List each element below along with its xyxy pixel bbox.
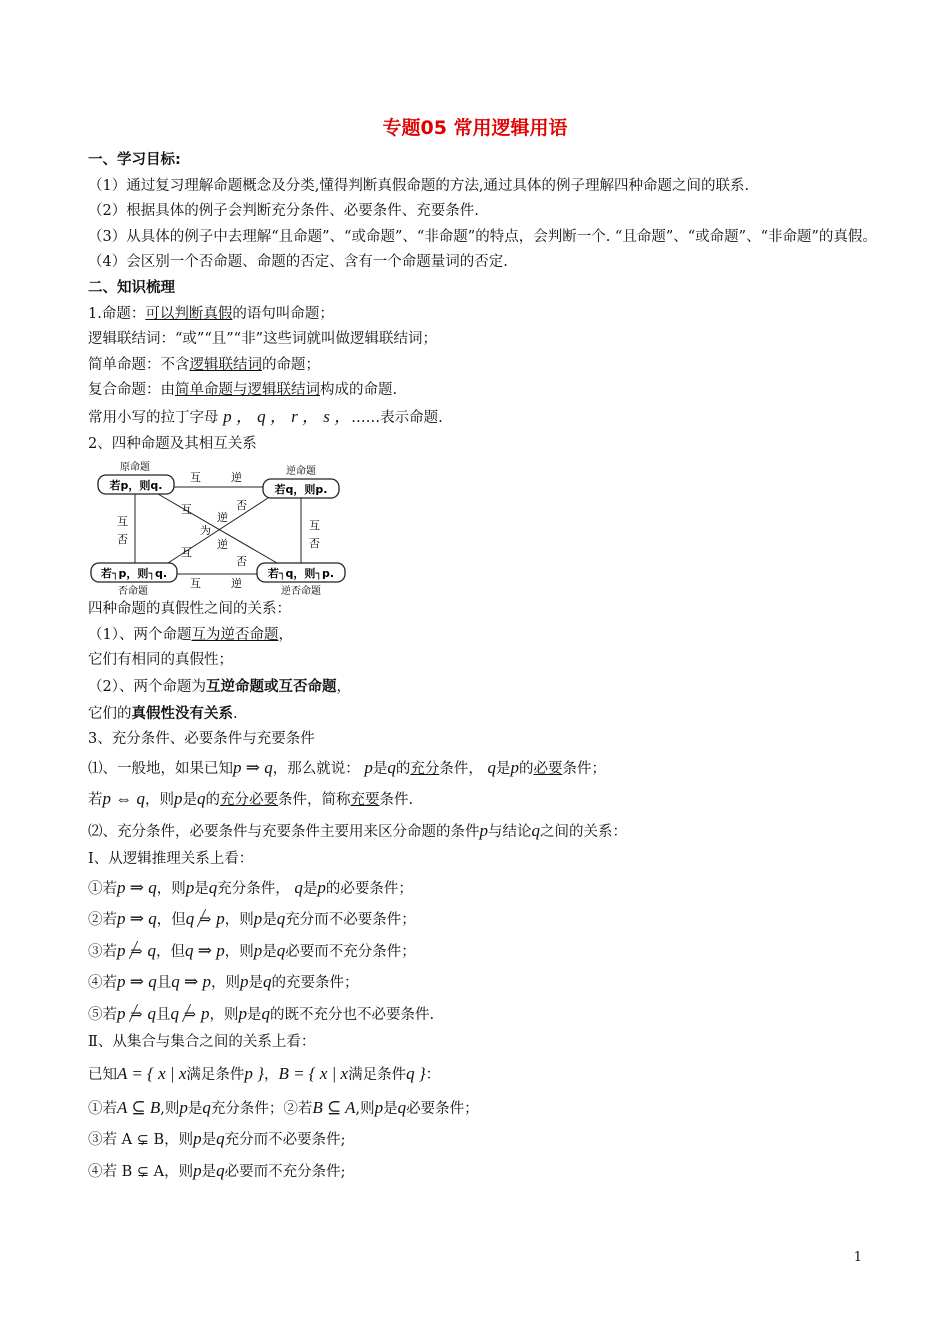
- condition-definition-1: ⑴、一般地，如果已知p ⇒ q，那么就说： p是q的充分条件， q是p的必要条件；: [88, 757, 606, 777]
- label-hu-bottom: 互: [190, 577, 201, 591]
- label-hu-right: 互: [309, 519, 320, 533]
- subsection-four-propositions: 2、四种命题及其相互关系: [88, 435, 257, 452]
- definition-connectives: 逻辑联结词：“或”“且”“非”这些词就叫做逻辑联结词；: [88, 331, 437, 348]
- label-fou-left: 否: [117, 533, 128, 547]
- goal-4: （4）会区别一个否命题、命题的否定、含有一个命题量词的否定.: [88, 254, 508, 271]
- four-propositions-diagram: [88, 459, 348, 597]
- inverse-title: 否命题: [118, 586, 148, 598]
- definition-proposition: 1.命题：可以判断真假的语句叫命题；: [88, 305, 334, 322]
- page-number: 1: [853, 1250, 862, 1265]
- section-heading-goals: 一、学习目标:: [88, 152, 181, 168]
- inverse-box-label: 若┐p，则┐q.: [100, 567, 168, 581]
- label-ni-bottom: 逆: [231, 577, 242, 591]
- label-ni-diag: 逆: [217, 511, 228, 525]
- condition-definition-2: 若p ⇔ q，则p是q的充分必要条件，简称充要条件.: [88, 789, 414, 809]
- goal-1: （1）通过复习理解命题概念及分类,懂得判断真假命题的方法,通过具体的例子理解四种命题之间的联系.: [88, 177, 750, 194]
- subsection-conditions: 3、充分条件、必要条件与充要条件: [88, 731, 315, 748]
- logic-heading: Ⅰ、从逻辑推理关系上看：: [88, 851, 254, 868]
- label-fou-diag-2: 否: [236, 555, 247, 569]
- converse-title: 逆命题: [286, 466, 316, 478]
- logic-case-4: ④若p ⇒ q且q ⇒ p，则p是q的充要条件；: [88, 972, 359, 992]
- not-implies-symbol: ⇒: [126, 1000, 148, 1031]
- not-implies-symbol: ⇒: [126, 937, 148, 968]
- label-fou-diag: 否: [236, 499, 247, 513]
- truth-relation-2: （2）、两个命题为互逆命题或互否命题，: [88, 677, 351, 695]
- logic-case-2: ②若p ⇒ q，但q ⇒ p，则p是q充分而不必要条件；: [88, 904, 878, 936]
- truth-relation-2-result: 它们的真假性没有关系.: [88, 704, 238, 722]
- goal-3: （3）从具体的例子中去理解“且命题”、“或命题”、“非命题”的特点，会判断一个. “且命题”、“或命题”、“非命题”的真假。: [88, 228, 877, 245]
- label-fou-right: 否: [309, 537, 320, 551]
- set-case-4: ④若 B ⊊ A，则p是q必要而不充分条件;: [88, 1160, 346, 1180]
- set-heading: Ⅱ、从集合与集合之间的关系上看：: [88, 1034, 316, 1051]
- diagonal-a: [158, 494, 277, 563]
- truth-relation-1-result: 它们有相同的真假性；: [88, 652, 233, 669]
- original-title: 原命题: [120, 462, 150, 474]
- definition-simple: 简单命题：不含逻辑联结词的命题；: [88, 356, 320, 373]
- set-definition: 已知A = { x | x满足条件p }，B = { x | x满足条件q }：: [88, 1063, 441, 1083]
- definition-compound: 复合命题：由简单命题与逻辑联结词构成的命题.: [88, 382, 398, 399]
- truth-relation-1: （1）、两个命题互为逆否命题，: [88, 626, 293, 643]
- document-body: [88, 148, 878, 1187]
- logic-case-5: ⑤若p ⇒ q且q ⇒ p，则p是q的既不充分也不必要条件.: [88, 999, 878, 1031]
- contrapositive-title: 逆否命题: [281, 586, 321, 598]
- label-ni-top: 逆: [231, 471, 242, 485]
- original-box-label: 若p，则q.: [109, 479, 163, 493]
- page-title: 专题05 常用逻辑用语: [382, 117, 568, 139]
- condition-definition-3: ⑵、充分条件，必要条件与充要条件主要用来区分命题的条件p与结论q之间的关系：: [88, 820, 627, 840]
- label-wei: 为: [200, 524, 211, 538]
- label-hu-top: 互: [190, 471, 201, 485]
- label-hu-diag: 互: [181, 503, 192, 517]
- label-ni-diag-2: 逆: [217, 538, 228, 552]
- truth-relation-heading: 四种命题的真假性之间的关系：: [88, 601, 291, 618]
- label-hu-left: 互: [117, 515, 128, 529]
- goal-2: （2）根据具体的例子会判断充分条件、必要条件、充要条件.: [88, 203, 479, 220]
- logic-case-1: ①若p ⇒ q，则p是q充分条件， q是p的必要条件；: [88, 877, 413, 897]
- not-implies-symbol: ⇒: [194, 905, 216, 936]
- contrapositive-box-label: 若┐q，则┐p.: [267, 567, 335, 581]
- logic-case-3: ③若p ⇒ q，但q ⇒ p，则p是q必要而不充分条件；: [88, 936, 878, 968]
- converse-box-label: 若q，则p.: [274, 483, 328, 497]
- section-heading-knowledge: 二、知识梳理: [88, 279, 175, 296]
- not-implies-symbol: ⇒: [179, 1000, 201, 1031]
- label-hu-diag-2: 互: [181, 546, 192, 560]
- set-case-1: ①若A ⊆ B,则p是q充分条件；②若B ⊆ A,则p是q必要条件；: [88, 1097, 479, 1117]
- set-case-3: ③若 A ⊊ B，则p是q充分而不必要条件;: [88, 1129, 346, 1149]
- definition-letters: 常用小写的拉丁字母 p ， q ， r ， s ，……表示命题.: [88, 406, 443, 426]
